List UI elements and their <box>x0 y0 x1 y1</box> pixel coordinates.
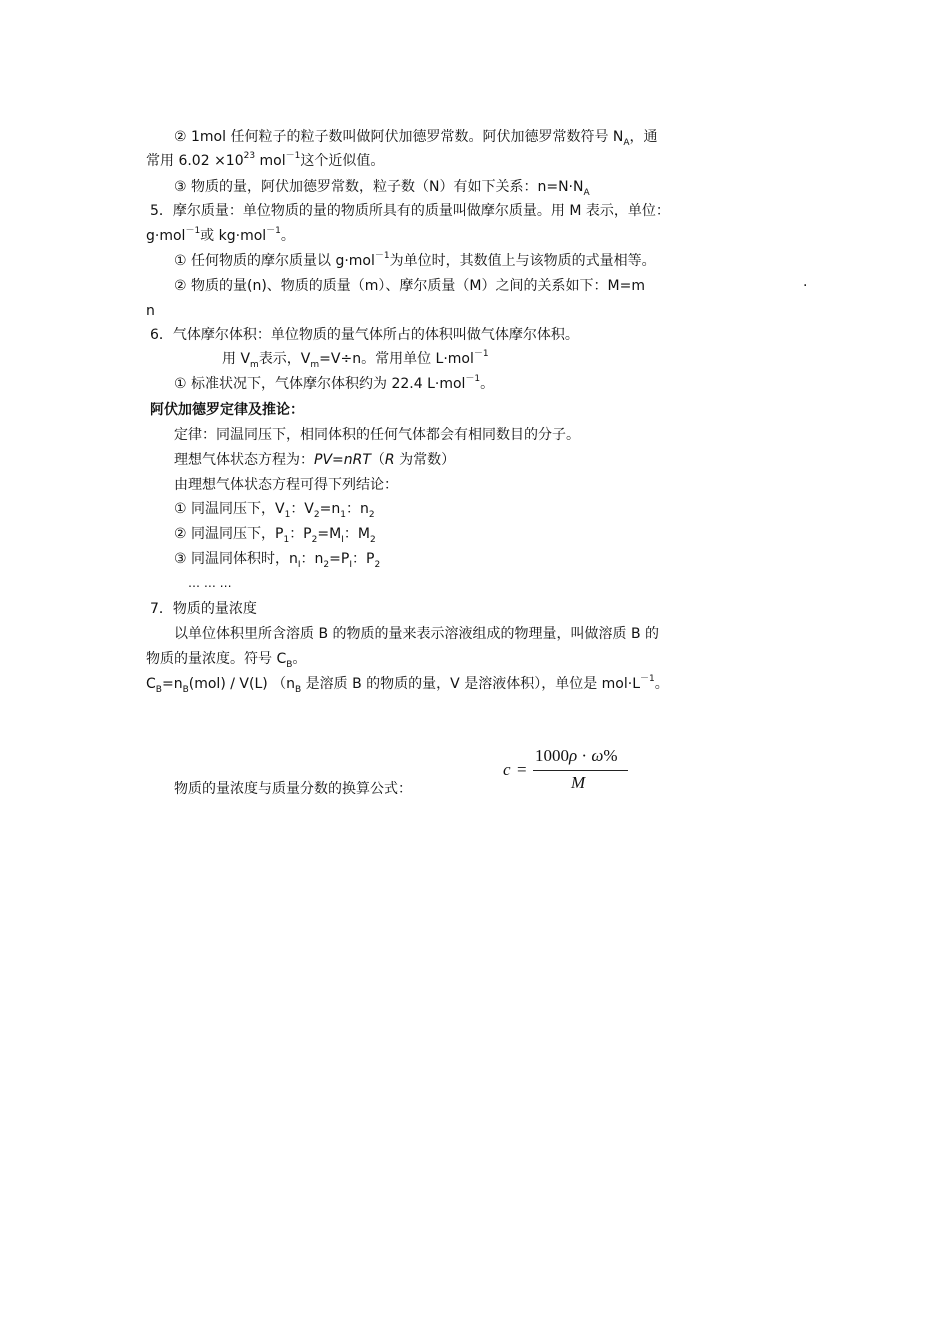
formula-denominator: M <box>571 773 586 792</box>
text-line: $C_B=n_B(mol) / V(L)$ （$n_B$ 是溶质 B 的物质的量，V 是溶液体积），单位是 $mol\cdot L^{-1}$。 <box>146 674 669 695</box>
text-line: 理想气体状态方程为：PV=nRT（R 为常数） <box>174 452 456 468</box>
text-line: 以单位体积里所含溶质 B 的物质的量来表示溶液组成的物理量，叫做溶质 B 的 <box>174 626 660 642</box>
text-line: ③ 同温同体积时，$n_I$：$n_2=P_I$：$P_2$ <box>174 551 381 570</box>
fraction-bar <box>533 770 628 771</box>
formula-lhs: c <box>503 760 511 779</box>
formula-equals: = <box>517 760 527 779</box>
ellipsis: … … … <box>188 576 232 590</box>
text-line: ① 同温同压下，$V_1$：$V_2=n_1$：$n_2$ <box>174 501 375 520</box>
text-line: ③ 物质的量，阿伏加德罗常数，粒子数（N）有如下关系：$n=N\cdot N_A$ <box>174 179 590 198</box>
text-line: 物质的量浓度。符号 $C_B$。 <box>146 651 307 670</box>
formula-numerator: 1000ρ · ω% <box>535 746 618 765</box>
text-line: ① 标准状况下，气体摩尔体积约为 22.4 L·mol$^{-1}$。 <box>174 374 495 392</box>
text-line: 常用 $6.02 \times 10^{23}$ mol$^{-1}$这个近似值。 <box>146 151 385 169</box>
text-line: 用 $V_m$表示，$V_m=V\div n$。常用单位 L·mol$^{-1}$ <box>222 349 489 370</box>
text-line: n <box>146 303 155 319</box>
section-heading: 7．物质的量浓度 <box>150 601 257 617</box>
text-line: g·mol$^{-1}$或 kg·mol$^{-1}$。 <box>146 226 295 244</box>
text-line: ① 任何物质的摩尔质量以 g·mol$^{-1}$为单位时，其数值上与该物质的式量相等。 <box>174 251 656 269</box>
text-line: ② 1mol 任何粒子的粒子数叫做阿伏加德罗常数。阿伏加德罗常数符号 $N_A$，通 <box>174 129 658 148</box>
text-line: ② 同温同压下，$P_1$：$P_2=M_I$：$M_2$ <box>174 526 376 545</box>
bold-heading: 阿伏加德罗定律及推论： <box>150 402 304 418</box>
section-heading: 5．摩尔质量：单位物质的量的物质所具有的质量叫做摩尔质量。用 M 表示，单位： <box>150 203 670 219</box>
formula-caption: 物质的量浓度与质量分数的换算公式： <box>174 781 412 797</box>
text-line: 由理想气体状态方程可得下列结论： <box>174 477 398 493</box>
text-line: 定律：同温同压下，相同体积的任何气体都会有相同数目的分子。 <box>174 427 580 443</box>
text-line: ② 物质的量(n)、物质的质量（m）、摩尔质量（M）之间的关系如下：M=m <box>174 278 645 294</box>
text-fragment: · <box>803 278 808 294</box>
section-heading: 6．气体摩尔体积：单位物质的量气体所占的体积叫做气体摩尔体积。 <box>150 327 579 343</box>
